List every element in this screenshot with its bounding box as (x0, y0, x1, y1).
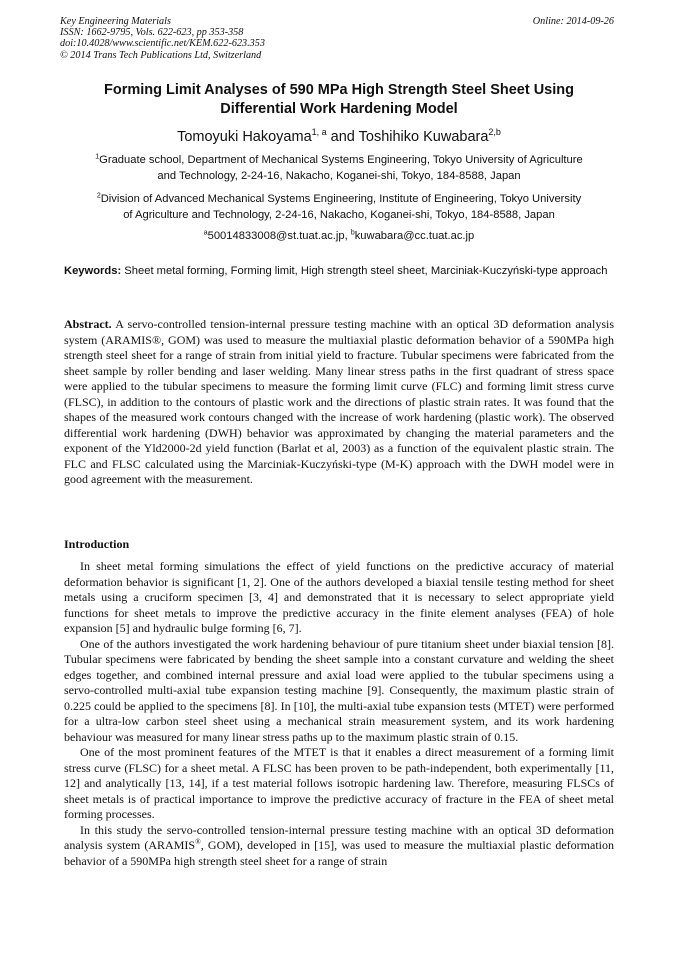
journal-name: Key Engineering Materials (60, 16, 171, 27)
affiliation-2 (60, 192, 618, 223)
registered-mark: ® (195, 837, 201, 846)
author-list (56, 128, 622, 146)
author-1-affiliation: 1, a (311, 127, 327, 138)
copyright-line: © 2014 Trans Tech Publications Ltd, Switzerland (60, 49, 262, 61)
affiliation-1-line-2: and Technology, 2-24-16, Nakacho, Koganei-shi, Tokyo, 184-8588, Japan (157, 169, 521, 182)
title-line-1: Forming Limit Analyses of 590 MPa High Strength Steel Sheet Using (104, 82, 574, 98)
introduction-heading: Introduction (64, 537, 130, 551)
title-line-2: Differential Work Hardening Model (220, 100, 458, 117)
paper-title (56, 81, 622, 118)
affiliation-1 (60, 153, 618, 184)
introduction-body (64, 559, 614, 869)
intro-paragraph-4 (64, 823, 614, 870)
intro-paragraph-4-part-2: , GOM), developed in [15], was used to measure the multiaxial plastic deformation behavior of a 590MPa high strength steel sheet for a range of strain (64, 838, 614, 868)
keywords (64, 264, 616, 280)
email-a-marker: a (203, 229, 208, 237)
journal-header (60, 16, 420, 61)
author-emails (60, 229, 618, 244)
email-b-marker: b (350, 229, 355, 237)
intro-paragraph-3: One of the most prominent features of the MTET is that it enables a direct measurement of a forming limit stress curve (FLSC) for a sheet metal. A FLSC has been proven to be path-independent, both experimentally [11, 12] and analytically [13, 14], if a test material follows isotropic hardening law. Therefore, measuring FLSCs of sheet metals is of practical importance to improve the predictive accuracy of fracture in the FEA of sheet metal forming processes. (64, 745, 614, 821)
author-1: Tomoyuki Hakoyama (177, 129, 312, 145)
keywords-label: Keywords: (64, 265, 122, 277)
intro-paragraph-2: One of the authors investigated the work hardening behaviour of pure titanium sheet under biaxial tension [8]. Tubular specimens were fabricated by bending the sheet sample into a constant curvature and welding the sheet edges together, and combined internal pressure and axial load were applied to the tubular specimens using a servo-controlled multi-axial tube expansion testing machine [9]. Consequently, the maximum plastic strain of 0.225 could be applied to the specimens [8]. In [10], the multi-axial tube expansion tests (MTET) were performed for a ultra-low carbon steel sheet using a mechanical strain measurement system, and its work hardening behaviour was measured for many linear stress paths up to the maximum plastic strain of 0.15. (64, 636, 614, 744)
intro-paragraph-1: In sheet metal forming simulations the effect of yield functions on the predictive accuracy of material deformation behavior is significant [1, 2]. One of the authors developed a biaxial tensile testing method for sheet metals using a cruciform specimen [3, 4] and demonstrated that it is necessary to select appropriate yield functions for sheet metals to improve the predictive accuracy in the finite element analyses (FEA) of hole expansion [5] and hydraulic bulge forming [6, 7]. (64, 559, 614, 635)
author-2-affiliation: 2,b (488, 127, 501, 138)
online-date: Online: 2014-09-26 (532, 16, 614, 27)
email-b[interactable]: kuwabara@cc.tuat.ac.jp (354, 230, 475, 242)
intro-paragraph-4-part-1: In this study the servo-controlled tension-internal pressure testing machine with an optical 3D deformation analysis system (ARAMIS (64, 822, 614, 852)
affiliation-1-line-1: Graduate school, Department of Mechanical Systems Engineering, Tokyo University of Agriculture (99, 154, 583, 166)
affiliation-1-number: 1 (95, 153, 100, 161)
affiliation-2-line-1: Division of Advanced Mechanical Systems Engineering, Institute of Engineering, Tokyo University (100, 193, 582, 205)
email-a[interactable]: 50014833008@st.tuat.ac.jp, (207, 230, 351, 242)
doi-line: doi:10.4028/www.scientific.net/KEM.622-623.353 (60, 38, 265, 50)
author-conjunction: and (326, 129, 359, 145)
keywords-text: Sheet metal forming, Forming limit, High strength steel sheet, Marciniak-Kuczyński-type approach (121, 265, 608, 277)
abstract (64, 317, 614, 488)
affiliation-2-line-2: of Agriculture and Technology, 2-24-16, Nakacho, Koganei-shi, Tokyo, 184-8588, Japan (123, 208, 555, 221)
abstract-text: A servo-controlled tension-internal pressure testing machine with an optical 3D deformation analysis system (ARAMIS®, GOM) was used to measure the multiaxial plastic deformation behavior of a 590MPa high strength steel sheet for a range of strain from initial yield to fracture. Tubular specimens were fabricated from the sheet sample by roller bending and laser welding. Many linear stress paths in the first quadrant of stress space were applied to the tubular specimens to measure the forming limit curve (FLC) and forming limit stress curve (FLSC), in addition to the contours of plastic work and the directions of plastic strain rates. It was found that the shapes of the measured work contours changed with the increase of work hardening (plastic work). The observed differential work hardening (DWH) behavior was approximated by changing the material parameters and the exponent of the Yld2000-2d yield function (Barlat et al, 2003) as a function of the equivalent plastic strain. The FLC and FLSC calculated using the Marciniak-Kuczyński-type (M-K) approach with the DWH model were in good agreement with the measurement. (64, 317, 614, 486)
author-2: Toshihiko Kuwabara (358, 129, 489, 145)
affiliation-2-number: 2 (96, 192, 101, 200)
abstract-label: Abstract. (64, 317, 112, 331)
issn-line: ISSN: 1662-9795, Vols. 622-623, pp 353-358 (60, 27, 244, 39)
